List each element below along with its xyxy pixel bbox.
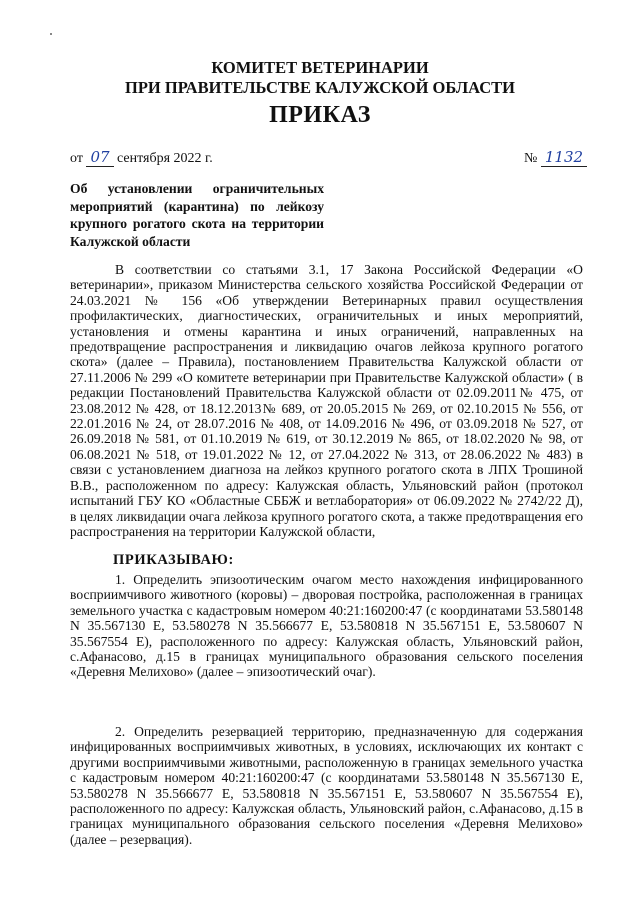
date-prefix: от: [70, 151, 83, 166]
order-title: Об установлении ограничительных мероприятий (карантина) по лейкозу крупного рогатого скота на территории Калужской области: [70, 181, 324, 249]
number-label: №: [524, 151, 538, 166]
scan-speck: [50, 33, 52, 35]
document-type: ПРИКАЗ: [269, 102, 371, 128]
date-month-year: сентября 2022 г.: [117, 151, 213, 166]
order-item-2: 2. Определить резервацией территорию, предназначенную для содержания инфицированных восприимчивых животных, в условиях, исключающих их контакт с другими восприимчивыми животными, расположенную в границах земельного участка с кадастровым номером 40:21:160200:47 (с координатами 53.580148 N 35.567130 E, 53.580278 N 35.566677 E, 53.580818 N 35.567151 E, 53.580607 N 35.567554 E), расположенного по адресу: Калужская область, Ульяновский район, с.Афанасово, д.15 в границах муниципального образования сельского поселения «Деревня Мелихово» (далее – резервация).: [70, 724, 583, 847]
order-directive: ПРИКАЗЫВАЮ:: [113, 552, 234, 568]
preamble-paragraph: В соответствии со статьями 3.1, 17 Закона Российской Федерации «О ветеринарии», приказом Министерства сельского хозяйства Российской Федерации от 24.03.2021 № 156 «Об утверждении Ветеринарных правил осуществления профилактических, диагностических, ограничительных и иных мероприятий, установления и отмены карантина и иных ограничений, направленных на предотвращение распространения и ликвидацию очагов лейкоза крупного рогатого скота» (далее – Правила), постановлением Правительства Калужской области от 27.11.2006 № 299 «О комитете ветеринарии при Правительстве Калужской области» ( в редакции Постановлений Правительства Калужской области от 02.09.2011№ 475, от 23.08.2012 № 428, от 18.12.2013№ 689, от 20.05.2015 № 269, от 02.10.2015 № 556, от 22.01.2016 № 24, от 28.07.2016 № 408, от 14.09.2016 № 496, от 03.09.2018 № 527, от 26.09.2018 № 581, от 01.10.2019 № 619, от 30.12.2019 № 865, от 18.02.2020 № 98, от 06.08.2021 № 518, от 19.01.2022 № 12, от 27.04.2022 № 313, от 28.06.2022 № 483) в связи с установлением диагноза на лейкоз крупного рогатого скота в ЛПХ Трошиной В.В., расположенном по адресу: Калужская область, Ульяновский район (протокол испытаний ГБУ КО «Областные СББЖ и ветлаборатория» от 06.09.2022 № 2742/22 Д), в целях ликвидации очага лейкоза крупного рогатого скота, а также предотвращения его распространения на территории Калужской области,: [70, 262, 583, 539]
date-day-handwritten: 07: [86, 148, 113, 167]
committee-affiliation: ПРИ ПРАВИТЕЛЬСТВЕ КАЛУЖСКОЙ ОБЛАСТИ: [125, 78, 515, 97]
order-item-1: 1. Определить эпизоотическим очагом место нахождения инфицированного восприимчивого животного (коровы) – дворовая постройка, расположенная в границах земельного участка с кадастровым номером 40:21:160200:47 (с координатами 53.580148 N 35.567130 E, 53.580278 N 35.566677 E, 53.580818 N 35.567151 E, 53.580607 N 35.567554 E), расположенного по адресу: Калужская область, Ульяновский район, с.Афанасово, д.15 в границах муниципального образования сельского поселения «Деревня Мелихово» (далее – эпизоотический очаг).: [70, 572, 583, 680]
number-handwritten: 1132: [541, 148, 587, 167]
order-date: [70, 148, 213, 167]
committee-name: КОМИТЕТ ВЕТЕРИНАРИИ: [211, 58, 429, 77]
order-number: [524, 148, 587, 167]
